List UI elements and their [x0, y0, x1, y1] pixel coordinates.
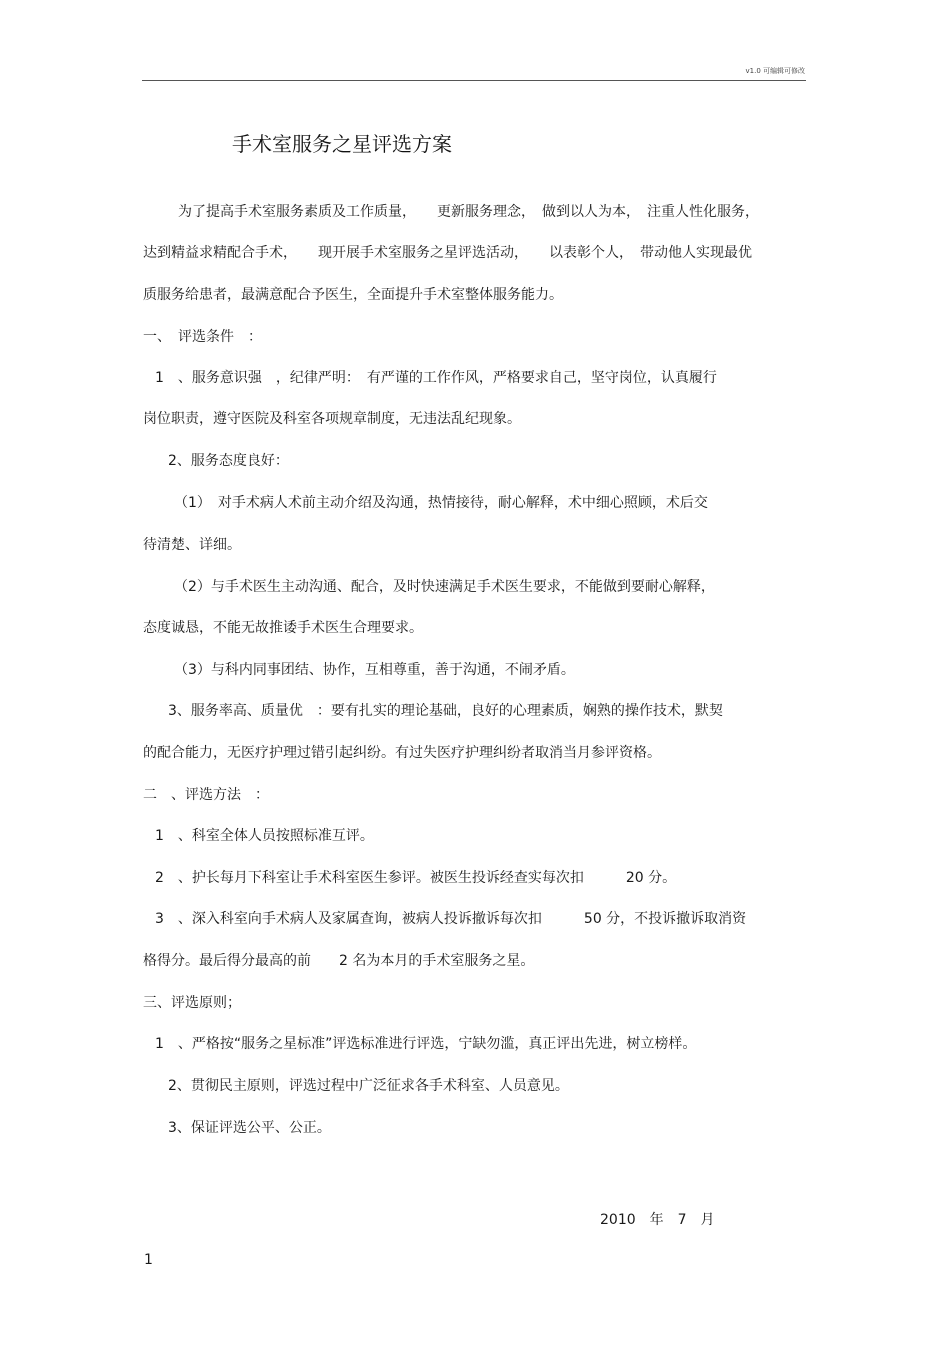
page-number: 1 [144, 1252, 153, 1268]
method-1: 1 、科室全体人员按照标准互评。 [155, 828, 374, 844]
criteria-1-line-1: 1 、服务意识强 ，纪律严明： 有严谨的工作作风，严格要求自己，坚守岗位，认真履行 [155, 370, 717, 386]
criteria-1-line-2: 岗位职责，遵守医院及科室各项规章制度，无违法乱纪现象。 [143, 411, 521, 427]
principle-3: 3、保证评选公平、公正。 [168, 1120, 331, 1136]
method-2: 2 、护长每月下科室让手术科室医生参评。被医生投诉经查实每次扣 20 分。 [155, 870, 677, 886]
header-divider [142, 80, 806, 81]
principle-2: 2、贯彻民主原则，评选过程中广泛征求各手术科室、人员意见。 [168, 1078, 569, 1094]
criteria-3-line-2: 的配合能力，无医疗护理过错引起纠纷。有过失医疗护理纠纷者取消当月参评资格。 [143, 745, 661, 761]
intro-line-2: 达到精益求精配合手术， 现开展手术室服务之星评选活动， 以表彰个人， 带动他人实现最优 [143, 245, 752, 261]
principle-1: 1 、严格按“服务之星标准”评选标准进行评选，宁缺勿滥，真正评出先进，树立榜样。 [155, 1036, 697, 1052]
criteria-2-1-line-1: （1） 对手术病人术前主动介绍及沟通，热情接待，耐心解释，术中细心照顾，术后交 [174, 495, 708, 511]
version-note: v1.0 可编辑可修改 [745, 67, 805, 75]
criteria-3-line-1: 3、服务率高、质量优 ：要有扎实的理论基础，良好的心理素质，娴熟的操作技术，默契 [168, 703, 723, 719]
criteria-2-1-line-2: 待清楚、详细。 [143, 537, 241, 553]
document-title: 手术室服务之星评选方案 [232, 132, 452, 156]
section-2-heading: 二 、评选方法 ： [143, 787, 269, 803]
method-3-line-1: 3 、深入科室向手术病人及家属查询，被病人投诉撤诉每次扣 50 分，不投诉撤诉取消资 [155, 911, 747, 927]
intro-line-3: 质服务给患者，最满意配合予医生，全面提升手术室整体服务能力。 [143, 287, 563, 303]
section-1-heading: 一、 评选条件 ： [143, 329, 262, 345]
criteria-2-2-line-2: 态度诚恳，不能无故推诿手术医生合理要求。 [143, 620, 423, 636]
criteria-2-2-line-1: （2）与手术医生主动沟通、配合，及时快速满足手术医生要求，不能做到要耐心解释， [174, 579, 715, 595]
section-3-heading: 三、评选原则； [143, 995, 241, 1011]
method-3-line-2: 格得分。最后得分最高的前 2 名为本月的手术室服务之星。 [143, 953, 535, 969]
document-date: 2010 年 7 月 [600, 1212, 715, 1228]
intro-line-1: 为了提高手术室服务素质及工作质量， 更新服务理念， 做到以人为本， 注重人性化服务， [178, 204, 759, 220]
criteria-2-3: （3）与科内同事团结、协作，互相尊重，善于沟通，不闹矛盾。 [174, 662, 575, 678]
criteria-2-heading: 2、服务态度良好： [168, 453, 289, 469]
